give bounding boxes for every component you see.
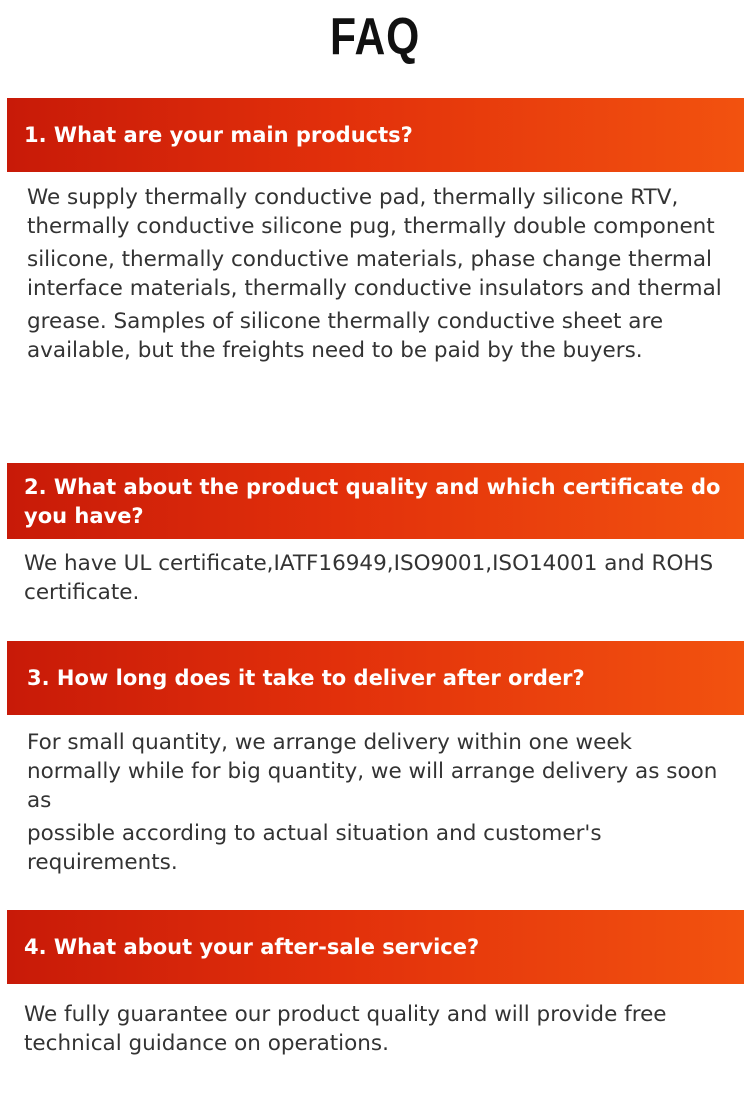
faq-answer-4 xyxy=(24,1000,729,1062)
faq-question-1-header xyxy=(7,98,744,172)
faq-question-2-header xyxy=(7,463,744,539)
faq-answer-3-paragraph-1: For small quantity, we arrange delivery within one week normally while for big quantity, we will arrange delivery as soon as xyxy=(27,730,718,813)
page-title: FAQ xyxy=(329,8,421,66)
faq-answer-3 xyxy=(27,728,732,881)
faq-answer-1-paragraph-1: We supply thermally conductive pad, thermally silicone RTV, thermally conductive silicone pug, thermally double component xyxy=(27,185,715,239)
faq-answer-3-paragraph-2: possible according to actual situation and customer's requirements. xyxy=(27,821,602,875)
faq-question-4-header xyxy=(7,910,744,984)
faq-question-2: 2. What about the product quality and which certificate do you have? xyxy=(24,475,721,528)
faq-answer-4-paragraph-1: We fully guarantee our product quality and will provide free technical guidance on operations. xyxy=(24,1002,667,1056)
faq-answer-2-paragraph-1: We have UL certificate,IATF16949,ISO9001,ISO14001 and ROHS certificate. xyxy=(24,551,714,605)
faq-question-3: 3. How long does it take to deliver after order? xyxy=(27,665,585,690)
faq-answer-2 xyxy=(24,549,729,611)
faq-answer-1-paragraph-3: grease. Samples of silicone thermally conductive sheet are available, but the freights need to be paid by the buyers. xyxy=(27,309,664,363)
faq-answer-1-paragraph-2: silicone, thermally conductive materials, phase change thermal interface materials, thermally conductive insulators and thermal xyxy=(27,247,722,301)
faq-question-1: 1. What are your main products? xyxy=(24,122,413,147)
faq-question-4: 4. What about your after-sale service? xyxy=(24,934,480,959)
faq-question-3-header xyxy=(7,641,744,715)
faq-answer-1 xyxy=(27,183,732,369)
